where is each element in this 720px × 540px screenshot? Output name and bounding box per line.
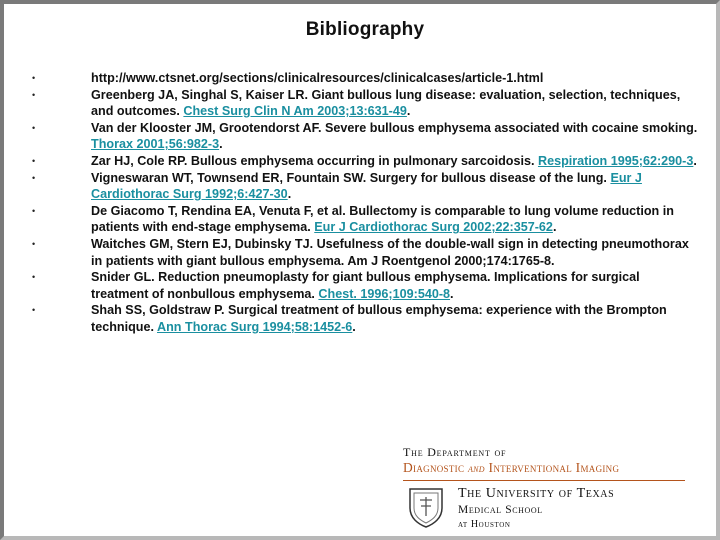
slide-title: Bibliography xyxy=(305,19,425,40)
reference-tail: . xyxy=(352,319,356,334)
bullet-icon: • xyxy=(32,305,36,316)
bullet-icon: • xyxy=(32,89,36,100)
reference-link[interactable]: Chest Surg Clin N Am 2003;13:631-49 xyxy=(183,104,407,119)
university-seal-icon xyxy=(407,486,445,528)
bullet-icon: • xyxy=(32,155,36,166)
bullet-icon: • xyxy=(32,122,36,133)
logo-divider xyxy=(403,480,685,481)
bullet-icon: • xyxy=(32,172,36,183)
reference-tail: . xyxy=(219,137,223,152)
logo-university: The University of Texas xyxy=(458,486,615,501)
reference-link[interactable]: Ann Thorac Surg 1994;58:1452-6 xyxy=(157,319,353,334)
reference-list xyxy=(28,70,698,336)
logo-diagnostic: Diagnostic xyxy=(403,460,465,475)
reference-item xyxy=(28,203,698,236)
reference-text: Vigneswaran WT, Townsend ER, Fountain SW. Surgery for bullous disease of the lung. xyxy=(91,170,611,185)
reference-item xyxy=(28,236,698,269)
bullet-icon: • xyxy=(32,205,36,216)
logo-department-name xyxy=(403,460,619,476)
reference-text: http://www.ctsnet.org/sections/clinicalresources/clinicalcases/article-1.html xyxy=(91,71,544,85)
reference-item xyxy=(28,302,698,335)
reference-item xyxy=(28,269,698,302)
reference-text: Shah SS, Goldstraw P. Surgical treatment of bullous emphysema: experience with the Brompton technique. xyxy=(91,303,667,334)
reference-text: Waitches GM, Stern EJ, Dubinsky TJ. Usefulness of the double-wall sign in detecting pneumothorax in patients with giant bullous emphysema. Am J Roentgenol 2000;174:1765-8. xyxy=(91,236,689,268)
reference-link[interactable]: Thorax 2001;56:982-3 xyxy=(91,137,220,152)
logo-medical-school: Medical School xyxy=(458,504,543,516)
reference-tail: . xyxy=(693,153,697,168)
reference-text: De Giacomo T, Rendina EA, Venuta F, et al. Bullectomy is comparable to lung volume reduction in patients with end-stage emphysema. xyxy=(91,203,674,235)
reference-tail: . xyxy=(406,104,411,119)
reference-item xyxy=(28,87,698,120)
department-logo xyxy=(403,441,703,536)
reference-tail: . xyxy=(450,286,454,301)
logo-department-line: The Department of xyxy=(403,445,507,459)
reference-text: Greenberg JA, Singhal S, Kaiser LR. Giant bullous lung disease: evaluation, selection, techniques, and outcomes. xyxy=(91,87,681,119)
reference-item xyxy=(28,70,698,87)
reference-item xyxy=(28,120,698,153)
reference-link[interactable]: Chest. 1996;109:540-8 xyxy=(318,286,451,301)
reference-text: Snider GL. Reduction pneumoplasty for giant bullous emphysema. Implications for surgical treatment of nonbullous emphysema. xyxy=(91,270,640,301)
logo-interventional-imaging: Interventional Imaging xyxy=(488,460,620,475)
reference-tail: . xyxy=(552,220,557,235)
bullet-icon: • xyxy=(32,238,36,249)
bullet-icon: • xyxy=(32,73,36,83)
bullet-icon: • xyxy=(32,272,36,283)
reference-text: Zar HJ, Cole RP. Bullous emphysema occurring in pulmonary sarcoidosis. xyxy=(91,153,538,168)
reference-item xyxy=(28,170,698,203)
reference-link[interactable]: Respiration 1995;62:290-3 xyxy=(537,153,694,168)
logo-and: and xyxy=(467,461,485,475)
reference-item xyxy=(28,153,698,170)
reference-text: Van der Klooster JM, Grootendorst AF. Severe bullous emphysema associated with cocaine smoking. xyxy=(91,120,698,135)
reference-tail: . xyxy=(287,187,292,202)
reference-link[interactable]: Eur J Cardiothorac Surg 2002;22:357-62 xyxy=(314,220,553,235)
logo-location: at Houston xyxy=(458,519,511,530)
reference-link[interactable]: Eur J Cardiothorac Surg 1992;6:427-30 xyxy=(91,170,642,202)
